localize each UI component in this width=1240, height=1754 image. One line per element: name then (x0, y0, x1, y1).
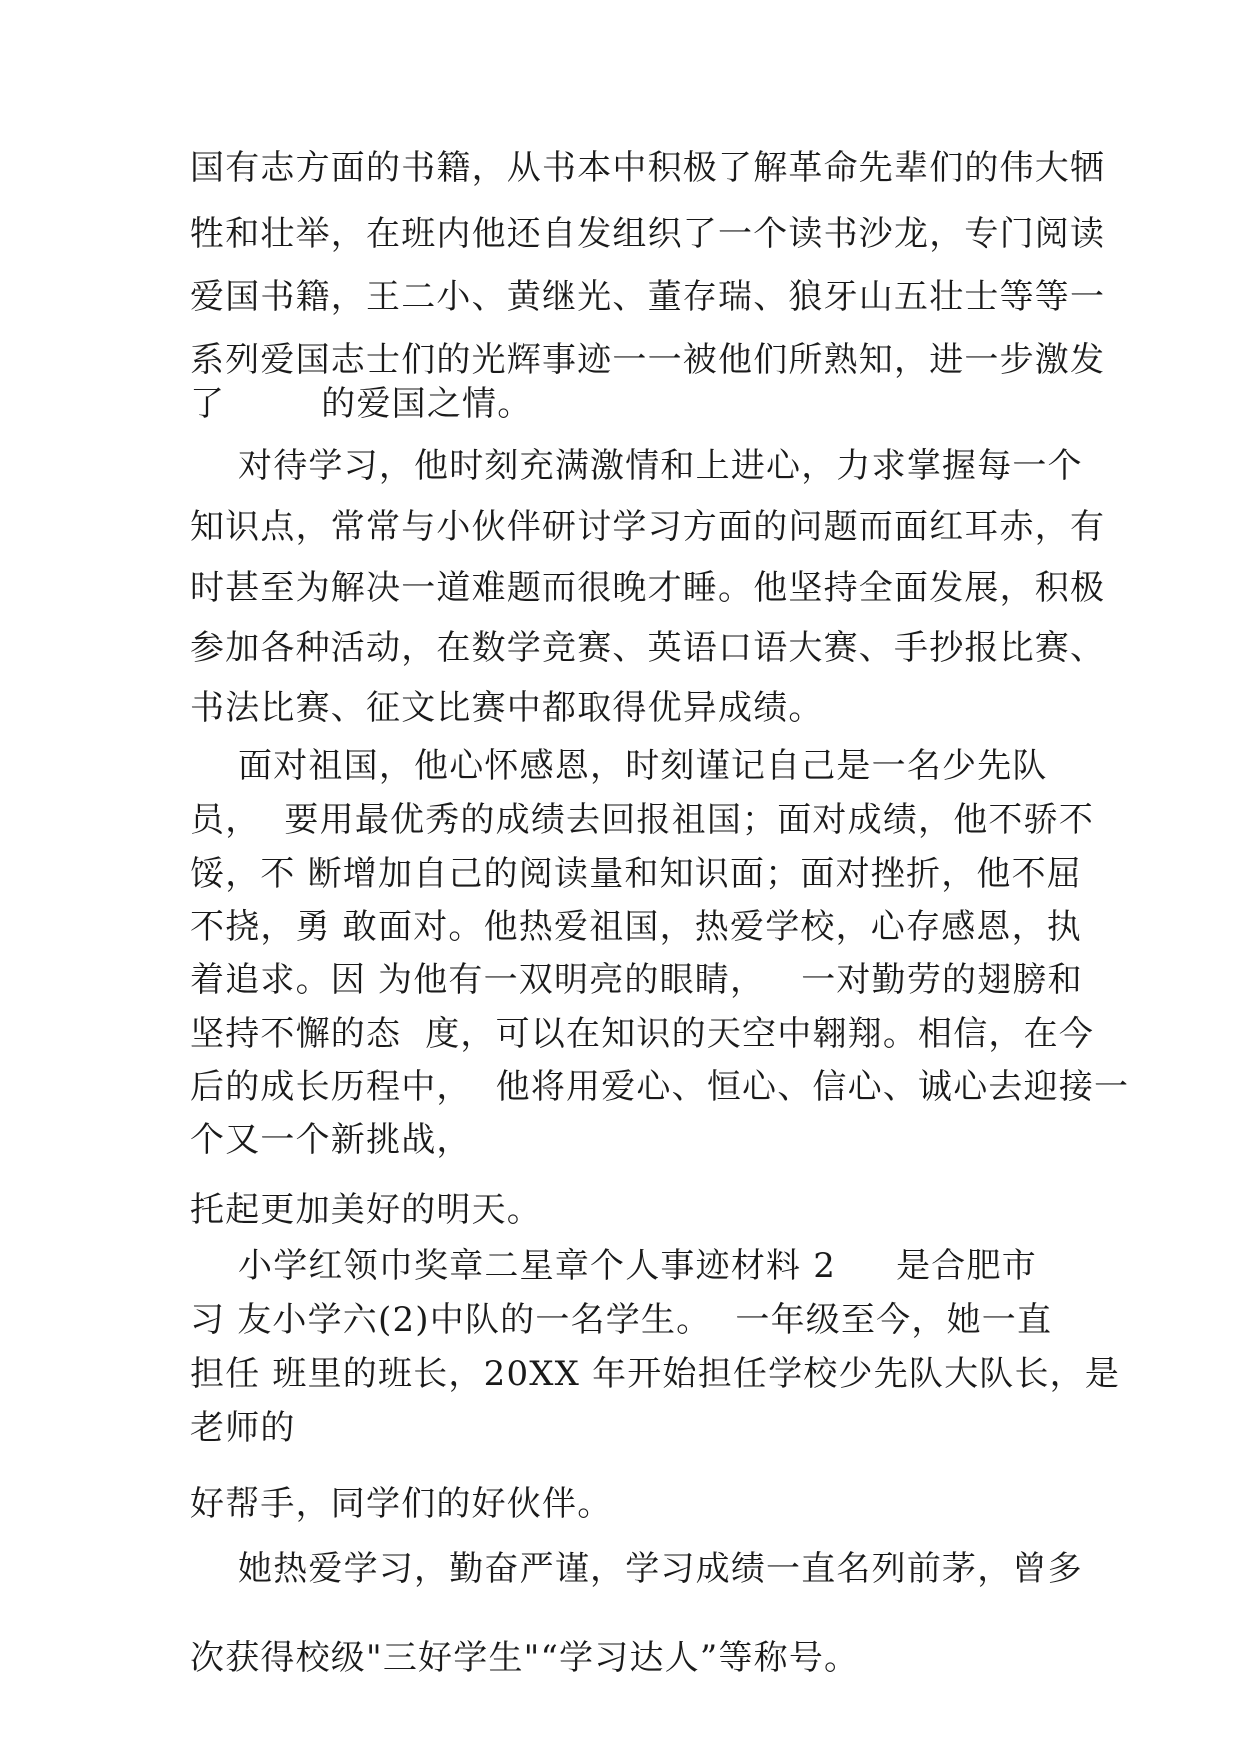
text-line: 参加各种活动，在数学竞赛、英语口语大赛、手抄报比赛、 (190, 628, 1106, 668)
text-line: 时甚至为解决一道难题而很晚才睡。他坚持全面发展，积极 (190, 568, 1106, 608)
text-line: 国有志方面的书籍，从书本中积极了解革命先辈们的伟大牺 (190, 148, 1106, 188)
text-line: 书法比赛、征文比赛中都取得优异成绩。 (190, 688, 824, 728)
text-line: 着追求。因 为他有一双明亮的眼睛， 一对勤劳的翅膀和 (190, 960, 1083, 1000)
text-line: 员， 要用最优秀的成绩去回报祖国；面对成绩，他不骄不 (190, 800, 1095, 840)
text-line: 系列爱国志士们的光辉事迹一一被他们所熟知，进一步激发 (190, 340, 1106, 380)
text-line: 好帮手，同学们的好伙伴。 (190, 1484, 613, 1524)
text-line: 后的成长历程中， 他将用爱心、恒心、信心、诚心去迎接一 (190, 1067, 1130, 1107)
text-line: 担任 班里的班长，20XX 年开始担任学校少先队大队长，是 (190, 1354, 1121, 1394)
text-line: 小学红领巾奖章二星章个人事迹材料 2 是合肥市 (190, 1246, 1037, 1286)
text-line: 次获得校级"三好学生"“学习达人”等称号。 (190, 1638, 860, 1678)
text-line: 不挠，勇 敢面对。他热爱祖国，热爱学校，心存感恩，执 (190, 907, 1083, 947)
text-line: 爱国书籍，王二小、黄继光、董存瑞、狼牙山五壮士等等一 (190, 277, 1106, 317)
text-line: 习 友小学六(2)中队的一名学生。 一年级至今，她一直 (190, 1300, 1053, 1340)
text-line: 托起更加美好的明天。 (190, 1190, 542, 1230)
text-line: 了 的爱国之情。 (190, 384, 533, 424)
text-line: 个又一个新挑战， (190, 1120, 472, 1160)
text-line: 知识点，常常与小伙伴研讨学习方面的问题而面红耳赤，有 (190, 507, 1106, 547)
text-line: 她热爱学习，勤奋严谨，学习成绩一直名列前茅，曾多 (190, 1549, 1083, 1589)
text-line: 面对祖国，他心怀感恩，时刻谨记自己是一名少先队 (190, 746, 1048, 786)
text-line: 对待学习，他时刻充满激情和上进心，力求掌握每一个 (190, 446, 1083, 486)
text-line: 牲和壮举，在班内他还自发组织了一个读书沙龙，专门阅读 (190, 214, 1106, 254)
text-line: 坚持不懈的态 度，可以在知识的天空中翱翔。相信，在今 (190, 1014, 1095, 1054)
text-line: 老师的 (190, 1408, 296, 1448)
text-line: 馁，不 断增加自己的阅读量和知识面；面对挫折，他不屈 (190, 854, 1083, 894)
